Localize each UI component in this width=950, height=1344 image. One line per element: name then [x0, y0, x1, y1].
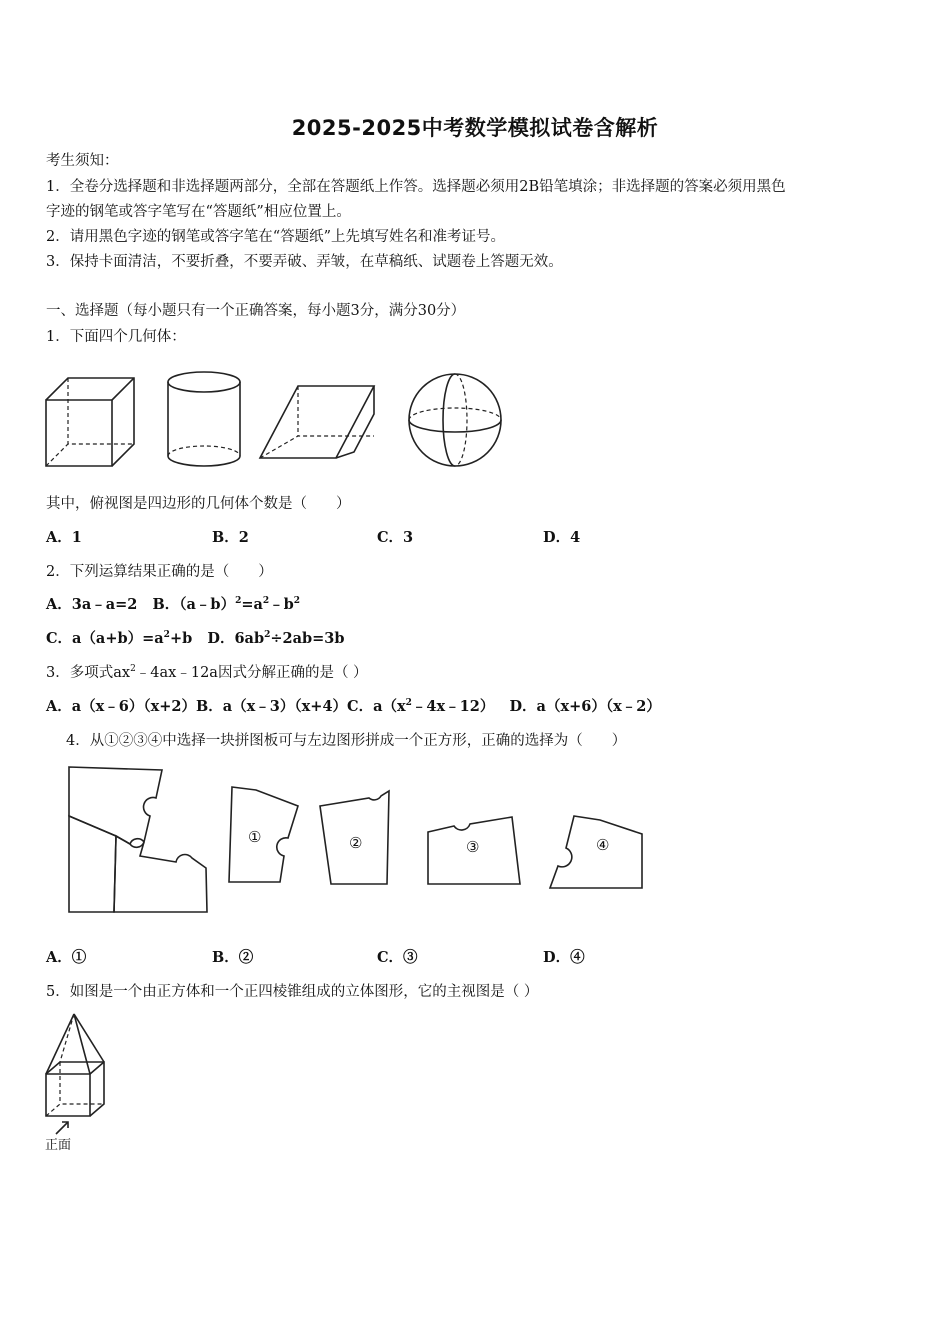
piece-3-label: ③ — [466, 838, 480, 856]
q3-option-b[interactable]: B．a（x﹣3）（x+4） — [196, 698, 348, 715]
q3-option-d[interactable]: D．a（x+6）（x﹣2） — [509, 698, 661, 715]
prism-figure — [258, 384, 378, 462]
q2-b-part: ﹣b — [269, 596, 294, 613]
sphere-figure — [407, 372, 505, 470]
q1-option-a[interactable]: A．1 — [46, 529, 82, 546]
cube-pyramid-figure — [42, 1012, 112, 1154]
q3-stem-part: 3．多项式ax — [46, 665, 131, 681]
q3-c-part: C．a（x — [347, 698, 406, 715]
cube-figure — [44, 376, 136, 470]
q2-d-part: ÷2ab=3b — [270, 630, 345, 647]
exponent: 2 — [405, 698, 412, 708]
q1-option-b[interactable]: B．2 — [212, 529, 249, 546]
notice-line-2: 2．请用黑色字迹的钢笔或答字笔在“答题纸”上先填写姓名和准考证号。 — [46, 229, 506, 245]
q3-option-c[interactable] — [347, 698, 494, 715]
q2-b-part: B．（a﹣b） — [152, 596, 236, 613]
q4-stem: 4．从①②③④中选择一块拼图板可与左边图形拼成一个正方形，正确的选择为（ ） — [66, 733, 627, 749]
piece-1-label: ① — [248, 828, 262, 846]
section-heading: 一、选择题（每小题只有一个正确答案，每小题3分，满分30分） — [46, 303, 466, 319]
piece-4-label: ④ — [596, 836, 610, 854]
q2-d-part: D．6ab — [207, 630, 265, 647]
exponent: 2 — [163, 630, 170, 640]
q3-options — [46, 697, 661, 717]
q1-option-c[interactable]: C．3 — [377, 529, 414, 546]
q3-option-a[interactable]: A．a（x﹣6）（x+2） — [46, 698, 197, 715]
puzzle-piece-1 — [226, 784, 304, 886]
puzzle-piece-4 — [546, 812, 646, 892]
q4-option-c[interactable]: C．③ — [377, 949, 418, 966]
notice-heading: 考生须知： — [46, 153, 119, 169]
exponent: 2 — [264, 630, 271, 640]
q2-options-cd — [46, 629, 345, 649]
q4-option-b[interactable]: B．② — [212, 949, 254, 966]
q1-stem: 1．下面四个几何体： — [46, 329, 186, 345]
q2-option-b[interactable] — [153, 596, 301, 613]
notice-line-1a: 1．全卷分选择题和非选择题两部分，全部在答题纸上作答。选择题必须用2B铅笔填涂；非选择题的答案必须用黑色 — [46, 179, 786, 195]
q1-option-d[interactable]: D．4 — [543, 529, 581, 546]
q2-option-d[interactable] — [207, 630, 344, 647]
q3-stem — [46, 663, 368, 683]
q4-option-d[interactable]: D．④ — [543, 949, 585, 966]
q2-b-part: =a — [241, 596, 263, 613]
q2-c-part: C．a（a+b）=a — [46, 630, 164, 647]
piece-2-label: ② — [349, 834, 363, 852]
q2-option-c[interactable] — [46, 630, 192, 647]
q2-option-a[interactable]: A．3a﹣a=2 — [46, 596, 138, 613]
puzzle-piece-3 — [424, 814, 522, 890]
q3-stem-part: ﹣4ax﹣12a因式分解正确的是（ ） — [135, 665, 368, 681]
puzzle-base-figure — [66, 764, 212, 916]
q1-question: 其中，俯视图是四边形的几何体个数是（ ） — [46, 496, 351, 512]
q4-option-a[interactable]: A．① — [46, 949, 87, 966]
puzzle-piece-2 — [317, 788, 391, 888]
notice-line-3: 3．保持卡面清洁，不要折叠，不要弄破、弄皱，在草稿纸、试题卷上答题无效。 — [46, 254, 563, 270]
exponent: 2 — [293, 596, 301, 606]
q2-stem: 2．下列运算结果正确的是（ ） — [46, 564, 273, 580]
q2-c-part: +b — [169, 630, 193, 647]
exponent: 2 — [235, 596, 242, 606]
cylinder-figure — [166, 370, 244, 470]
front-label: 正面 — [45, 1138, 72, 1153]
q2-options-ab — [46, 595, 300, 615]
notice-line-1b: 字迹的钢笔或答字笔写在“答题纸”相应位置上。 — [46, 204, 351, 220]
exponent: 2 — [262, 596, 270, 606]
page-title: 2025-2025中考数学模拟试卷含解析 — [291, 116, 659, 140]
q3-c-part: ﹣4x﹣12） — [411, 698, 495, 715]
q5-stem: 5．如图是一个由正方体和一个正四棱锥组成的立体图形，它的主视图是（ ） — [46, 984, 539, 1000]
exponent: 2 — [130, 664, 136, 674]
